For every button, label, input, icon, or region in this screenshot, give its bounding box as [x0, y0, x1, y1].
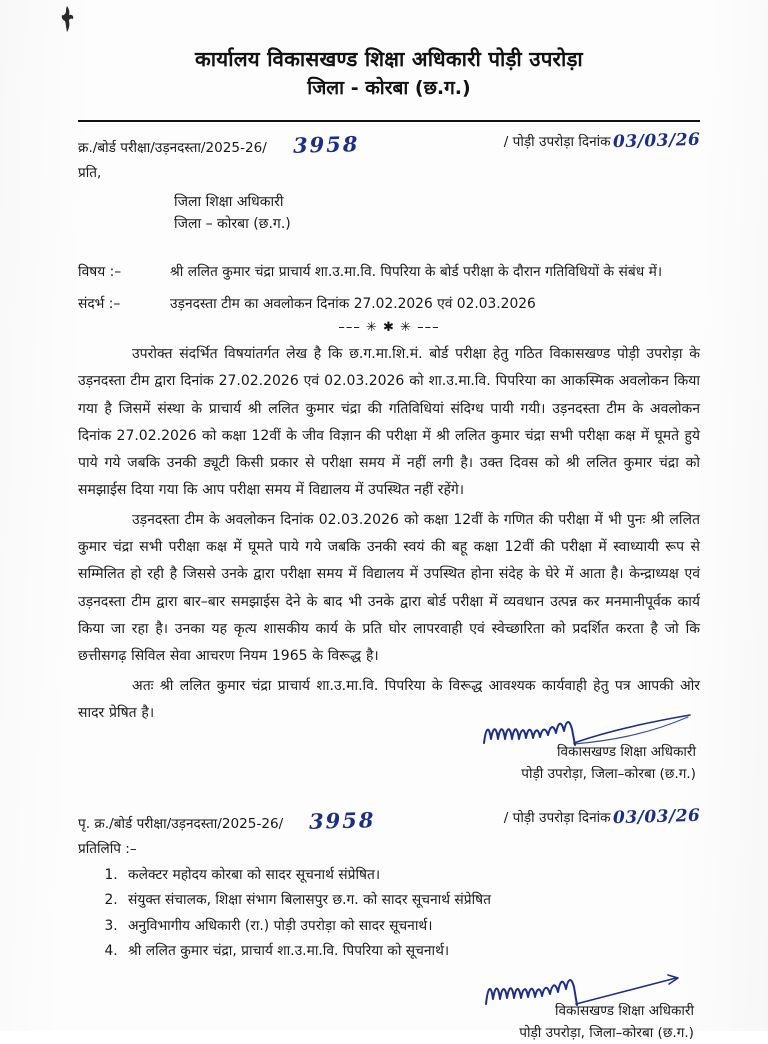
reference-text: उड़नदस्ता टीम का अवलोकन दिनांक 27.02.2026 एवं 02.03.2026: [170, 295, 536, 312]
copy-recipient-list: [78, 863, 700, 964]
to-label: प्रति,: [78, 164, 102, 181]
handwritten-dispatch-number: 3958: [292, 131, 360, 159]
reference-row: [78, 129, 700, 161]
copy-reference-label: पृ. क्र./बोर्ड परीक्षा/उड़नदस्ता/2025-26/: [78, 816, 284, 833]
signatory-place-2: पोड़ी उपरोड़ा, जिला–कोरबा (छ.ग.): [519, 1024, 694, 1041]
copy-distribution-section: [78, 805, 700, 964]
reference-field: [78, 294, 700, 315]
signature-block-primary: [78, 741, 700, 785]
copy-reference-number-group: [78, 805, 376, 837]
list-item: 1. कलेक्टर महोदय कोरबा को सादर सूचनार्थ संप्रेषित।: [122, 863, 700, 888]
paragraph-3: अतः श्री ललित कुमार चंद्रा प्राचार्य शा.उ.मा.वि. पिपरिया के विरूद्ध आवश्यक कार्यवाही हेतु पत्र आपकी ओर सादर प्रेषित है।: [78, 677, 700, 721]
subject-label: विषय :–: [78, 264, 122, 281]
asterisk-divider: ––– ✳ ✱ ✳ –––: [338, 319, 440, 335]
office-title-line1: कार्यालय विकासखण्ड शिक्षा अधिकारी पोड़ी उपरोड़ा: [195, 47, 583, 71]
signatory-designation-2: विकासखण्ड शिक्षा अधिकारी: [554, 1002, 694, 1019]
issue-place-date-label: / पोड़ी उपरोड़ा दिनांक: [503, 134, 611, 151]
subject-reference-block: [78, 262, 700, 315]
handwritten-issue-date: 03/03/26: [612, 130, 701, 153]
reference-number-label: क्र./बोर्ड परीक्षा/उड़नदस्ता/2025-26/: [78, 140, 267, 157]
paragraph-1: उपरोक्त संदर्भित विषयांतर्गत लेख है कि छ.ग.मा.शि.मं. बोर्ड परीक्षा हेतु गठित विकासखण्ड पोड़ी उपरोड़ा के उड़नदस्ता टीम द्वारा दिनांक 27.02.2026 एवं 02.03.2026 को शा.उ.मा.वि. पिपरिया का आकस्मिक अवलोकन किया गया है जिसमें संस्था के प्राचार्य श्री ललित कुमार चंद्रा की गतिविधियां संदिग्ध पायी गयी। उड़नदस्ता टीम के अवलोकन दिनांक 27.02.2026 को कक्षा 12वीं के जीव विज्ञान की परीक्षा में श्री ललित कुमार चंद्रा सभी परीक्षा कक्ष में घूमते हुये पाये गये जबकि उनकी ड्यूटी किसी प्रकार से परीक्षा समय में नहीं लगी है। उक्त दिवस को श्री ललित कुमार चंद्रा को समझाईस दिया गया कि आप परीक्षा समय में विद्यालय में उपस्थित नहीं रहेंगे।: [78, 345, 700, 499]
paragraph-2: उड़नदस्ता टीम के अवलोकन दिनांक 02.03.2026 को कक्षा 12वीं के गणित की परीक्षा में भी पुनः श्री ललित कुमार चंद्रा सभी परीक्षा कक्ष में घूमते पाये गये जबकि उनकी स्वयं की बहू कक्षा 12वीं की परीक्षा में स्वाध्यायी रूप से सम्मिलित हो रही है जिससे उनके द्वारा परीक्षा समय में विद्यालय में उपस्थित होना संदेह के घेरे में आता है। केन्द्राध्यक्ष एवं उड़नदस्ता टीम द्वारा बार–बार समझाईस देने के बाद भी उनके द्वारा बोर्ड परीक्षा में व्यवधान उत्पन्न कर मनमानीपूर्वक कार्य किया जा रहा है। उनका यह कृत्य शासकीय कार्य के प्रति घोर लापरवाही एवं स्वेच्छारिता को प्रदर्शित करता है जो कि छत्तीसगढ़ सिविल सेवा आचरण नियम 1965 के विरूद्ध है।: [78, 511, 700, 665]
subject-text: श्री ललित कुमार चंद्रा प्राचार्य शा.उ.मा.वि. पिपरिया के बोर्ड परीक्षा के दौरान गतिविधियों के संबंध में।: [170, 264, 663, 281]
copy-handwritten-date: 03/03/26: [612, 806, 701, 829]
addressee-line-2: जिला – कोरबा (छ.ग.): [174, 216, 291, 233]
addressee-block: [174, 191, 700, 236]
subject-field: [78, 262, 700, 283]
copy-issue-date-group: [504, 805, 700, 831]
signature-block-secondary: [78, 1000, 700, 1044]
addressee-line-1: जिला शिक्षा अधिकारी: [174, 193, 284, 210]
list-item: 3. अनुविभागीय अधिकारी (रा.) पोड़ी उपरोड़ा को सादर सूचनार्थ।: [122, 914, 700, 939]
reference-label: संदर्भ :–: [78, 295, 121, 312]
copy-place-date-label: / पोड़ी उपरोड़ा दिनांक: [503, 810, 611, 827]
letterhead: [78, 0, 700, 102]
issue-date-group: [504, 129, 700, 155]
copy-handwritten-number: 3958: [308, 807, 376, 835]
list-item: 2. संयुक्त संचालक, शिक्षा संभाग बिलासपुर छ.ग. को सादर सूचनार्थ संप्रेषित: [122, 888, 700, 913]
copy-reference-row: [78, 805, 700, 837]
copy-to-label: प्रतिलिपि :–: [78, 840, 137, 857]
header-divider-rule: [78, 120, 700, 122]
office-title-line2: जिला - कोरबा (छ.ग.): [307, 76, 471, 99]
signatory-place-1: पोड़ी उपरोड़ा, जिला–कोरबा (छ.ग.): [521, 766, 696, 783]
signatory-designation-1: विकासखण्ड शिक्षा अधिकारी: [556, 744, 696, 761]
reference-number-group: [78, 129, 359, 161]
list-item: 4. श्री ललित कुमार चंद्रा, प्राचार्य शा.उ.मा.वि. पिपरिया को सूचनार्थ।: [122, 939, 700, 964]
